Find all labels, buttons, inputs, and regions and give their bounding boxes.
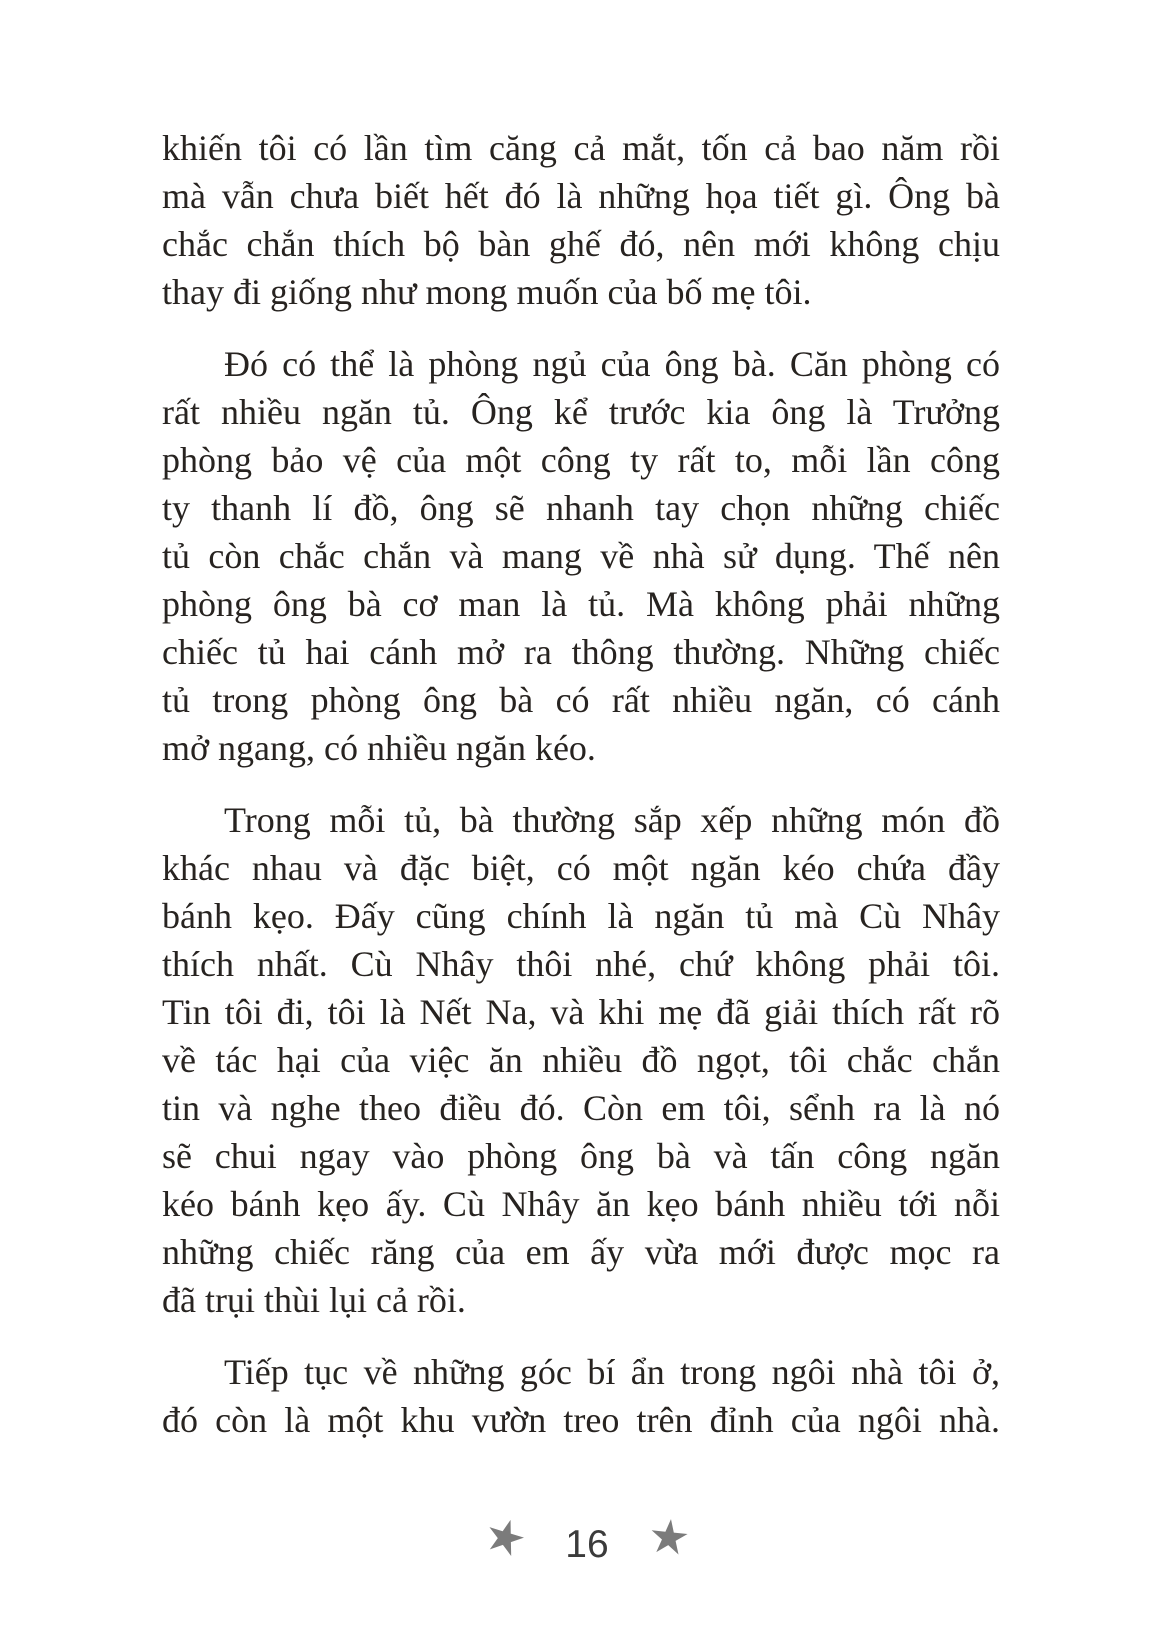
text-line: sẽ chui ngay vào phòng ông bà và tấn công ngăn [162, 1136, 1000, 1176]
page-number: 16 [565, 1522, 609, 1566]
text-line: rất nhiều ngăn tủ. Ông kể trước kia ông là Trưởng [162, 392, 1000, 432]
text-line: về tác hại của việc ăn nhiều đồ ngọt, tôi chắc chắn [162, 1040, 1000, 1080]
text-line: đó còn là một khu vườn treo trên đỉnh của ngôi nhà. [162, 1400, 1000, 1440]
text-line: phòng bảo vệ của một công ty rất to, mỗi lần công [162, 440, 1000, 480]
text-line: chiếc tủ hai cánh mở ra thông thường. Những chiếc [162, 632, 1000, 672]
text-line: khiến tôi có lần tìm căng cả mắt, tốn cả bao năm rồi [162, 128, 1000, 168]
text-line: chắc chắn thích bộ bàn ghế đó, nên mới không chịu [162, 224, 1000, 264]
paragraph [162, 340, 1000, 772]
paragraph [162, 124, 1000, 316]
text-line: Đó có thể là phòng ngủ của ông bà. Căn phòng có [224, 344, 1000, 384]
star-shape [649, 1517, 689, 1555]
text-line: đã trụi thùi lụi cả rồi. [162, 1280, 466, 1320]
text-line: Tin tôi đi, tôi là Nết Na, và khi mẹ đã giải thích rất rõ [162, 992, 1000, 1032]
star-icon [480, 1513, 530, 1563]
text-line: Tiếp tục về những góc bí ẩn trong ngôi nhà tôi ở, [224, 1352, 1000, 1392]
text-line: những chiếc răng của em ấy vừa mới được mọc ra [162, 1232, 1000, 1272]
text-line: ty thanh lí đồ, ông sẽ nhanh tay chọn những chiếc [162, 488, 1000, 528]
text-line: phòng ông bà cơ man là tủ. Mà không phải những [162, 584, 1000, 624]
star-shape [484, 1515, 529, 1558]
text-line: thích nhất. Cù Nhây thôi nhé, chứ không phải tôi. [162, 944, 1000, 984]
paragraph [162, 1348, 1000, 1444]
text-line: Trong mỗi tủ, bà thường sắp xếp những món đồ [224, 800, 1000, 840]
text-line: kéo bánh kẹo ấy. Cù Nhây ăn kẹo bánh nhiều tới nỗi [162, 1184, 1000, 1224]
paragraph [162, 796, 1000, 1324]
page-text [162, 124, 1000, 1444]
page-footer [0, 1512, 1174, 1564]
text-line: tủ còn chắc chắn và mang về nhà sử dụng. Thế nên [162, 536, 1000, 576]
text-line: khác nhau và đặc biệt, có một ngăn kéo chứa đầy [162, 848, 1000, 888]
text-line: tin và nghe theo điều đó. Còn em tôi, sểnh ra là nó [162, 1088, 1000, 1128]
text-line: bánh kẹo. Đấy cũng chính là ngăn tủ mà Cù Nhây [162, 896, 1000, 936]
star-icon [647, 1516, 691, 1560]
text-line: thay đi giống như mong muốn của bố mẹ tôi. [162, 272, 812, 312]
text-line: mà vẫn chưa biết hết đó là những họa tiết gì. Ông bà [162, 176, 1000, 216]
text-line: tủ trong phòng ông bà có rất nhiều ngăn, có cánh [162, 680, 1000, 720]
text-line: mở ngang, có nhiều ngăn kéo. [162, 728, 596, 768]
